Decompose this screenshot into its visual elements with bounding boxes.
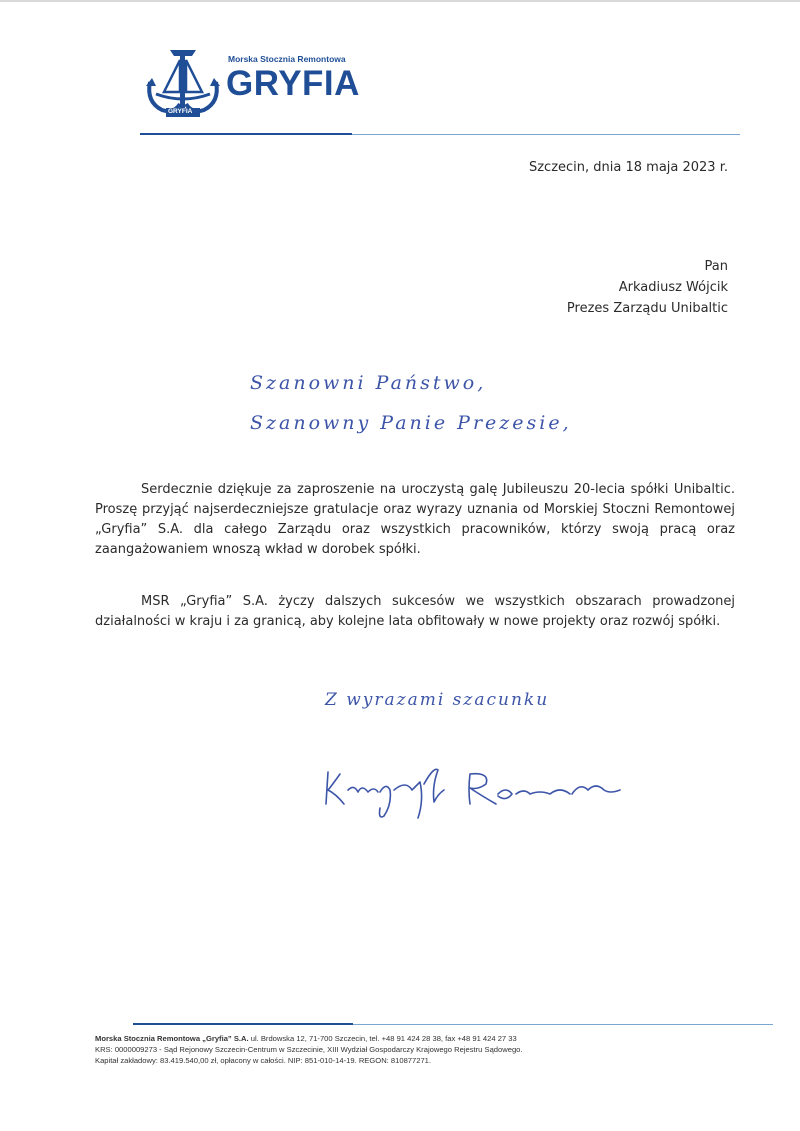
header-rule-light — [352, 134, 740, 135]
recipient-name: Arkadiusz Wójcik — [618, 280, 728, 295]
recipient-title: Prezes Zarządu Unibaltic — [566, 301, 728, 316]
handwritten-greeting-2: Szanowny Panie Prezesie, — [250, 412, 572, 434]
footer-line-3: Kapitał zakładowy: 83.419.540,00 zł, opłacony w całości. NIP: 851-010-14-19. REGON: 810877271. — [95, 1056, 432, 1065]
footer-line-1 — [95, 1033, 775, 1044]
letter-paragraph-1 — [95, 480, 735, 560]
recipient-salutation: Pan — [704, 259, 728, 274]
logo-subtitle: Morska Stocznia Remontowa — [228, 54, 346, 64]
handwritten-closing: Z wyrazami szacunku — [325, 690, 550, 710]
footer-company-name: Morska Stocznia Remontowa „Gryfia” S.A. — [95, 1034, 249, 1043]
footer-line-2: KRS: 0000009273 - Sąd Rejonowy Szczecin-Centrum w Szczecinie, XIII Wydział Gospodarczy Krajowego Rejestru Sądowego. — [95, 1045, 523, 1054]
footer — [95, 1033, 775, 1066]
handwritten-signature — [320, 760, 630, 830]
paragraph-2-text: MSR „Gryfia” S.A. życzy dalszych sukcesów we wszystkich obszarach prowadzonej działalności w kraju i za granicą, aby kolejne lata obfitowały w nowe projekty oraz rozwój spółki. — [95, 594, 735, 629]
company-logo — [140, 42, 370, 122]
header-rule-dark — [140, 133, 352, 135]
recipient-block — [567, 256, 728, 319]
footer-rule-dark — [133, 1023, 353, 1025]
handwritten-greeting-1: Szanowni Państwo, — [250, 372, 487, 394]
letter-date: Szczecin, dnia 18 maja 2023 r. — [528, 160, 728, 175]
paragraph-1-text: Serdecznie dziękuje za zaproszenie na uroczystą galę Jubileuszu 20-lecia spółki Unibaltic. Proszę przyjąć najserdeczniejsze gratulacje oraz wyrazy uznania od Morskiej Stoczni Remontowej „Gryfia” S.A. dla całego Zarządu oraz wszystkich pracowników, którzy swoją pracą oraz zaangażowaniem wnoszą wkład w dorobek spółki. — [95, 482, 735, 557]
top-edge — [0, 0, 800, 2]
footer-rule-light — [353, 1024, 773, 1025]
letter-paragraph-2 — [95, 592, 735, 632]
logo-emblem-text: GRYFIA — [168, 108, 193, 115]
logo-name: GRYFIA — [226, 64, 360, 103]
footer-contact: ul. Brdowska 12, 71-700 Szczecin, tel. +48 91 424 28 38, fax +48 91 424 27 33 — [250, 1034, 517, 1043]
